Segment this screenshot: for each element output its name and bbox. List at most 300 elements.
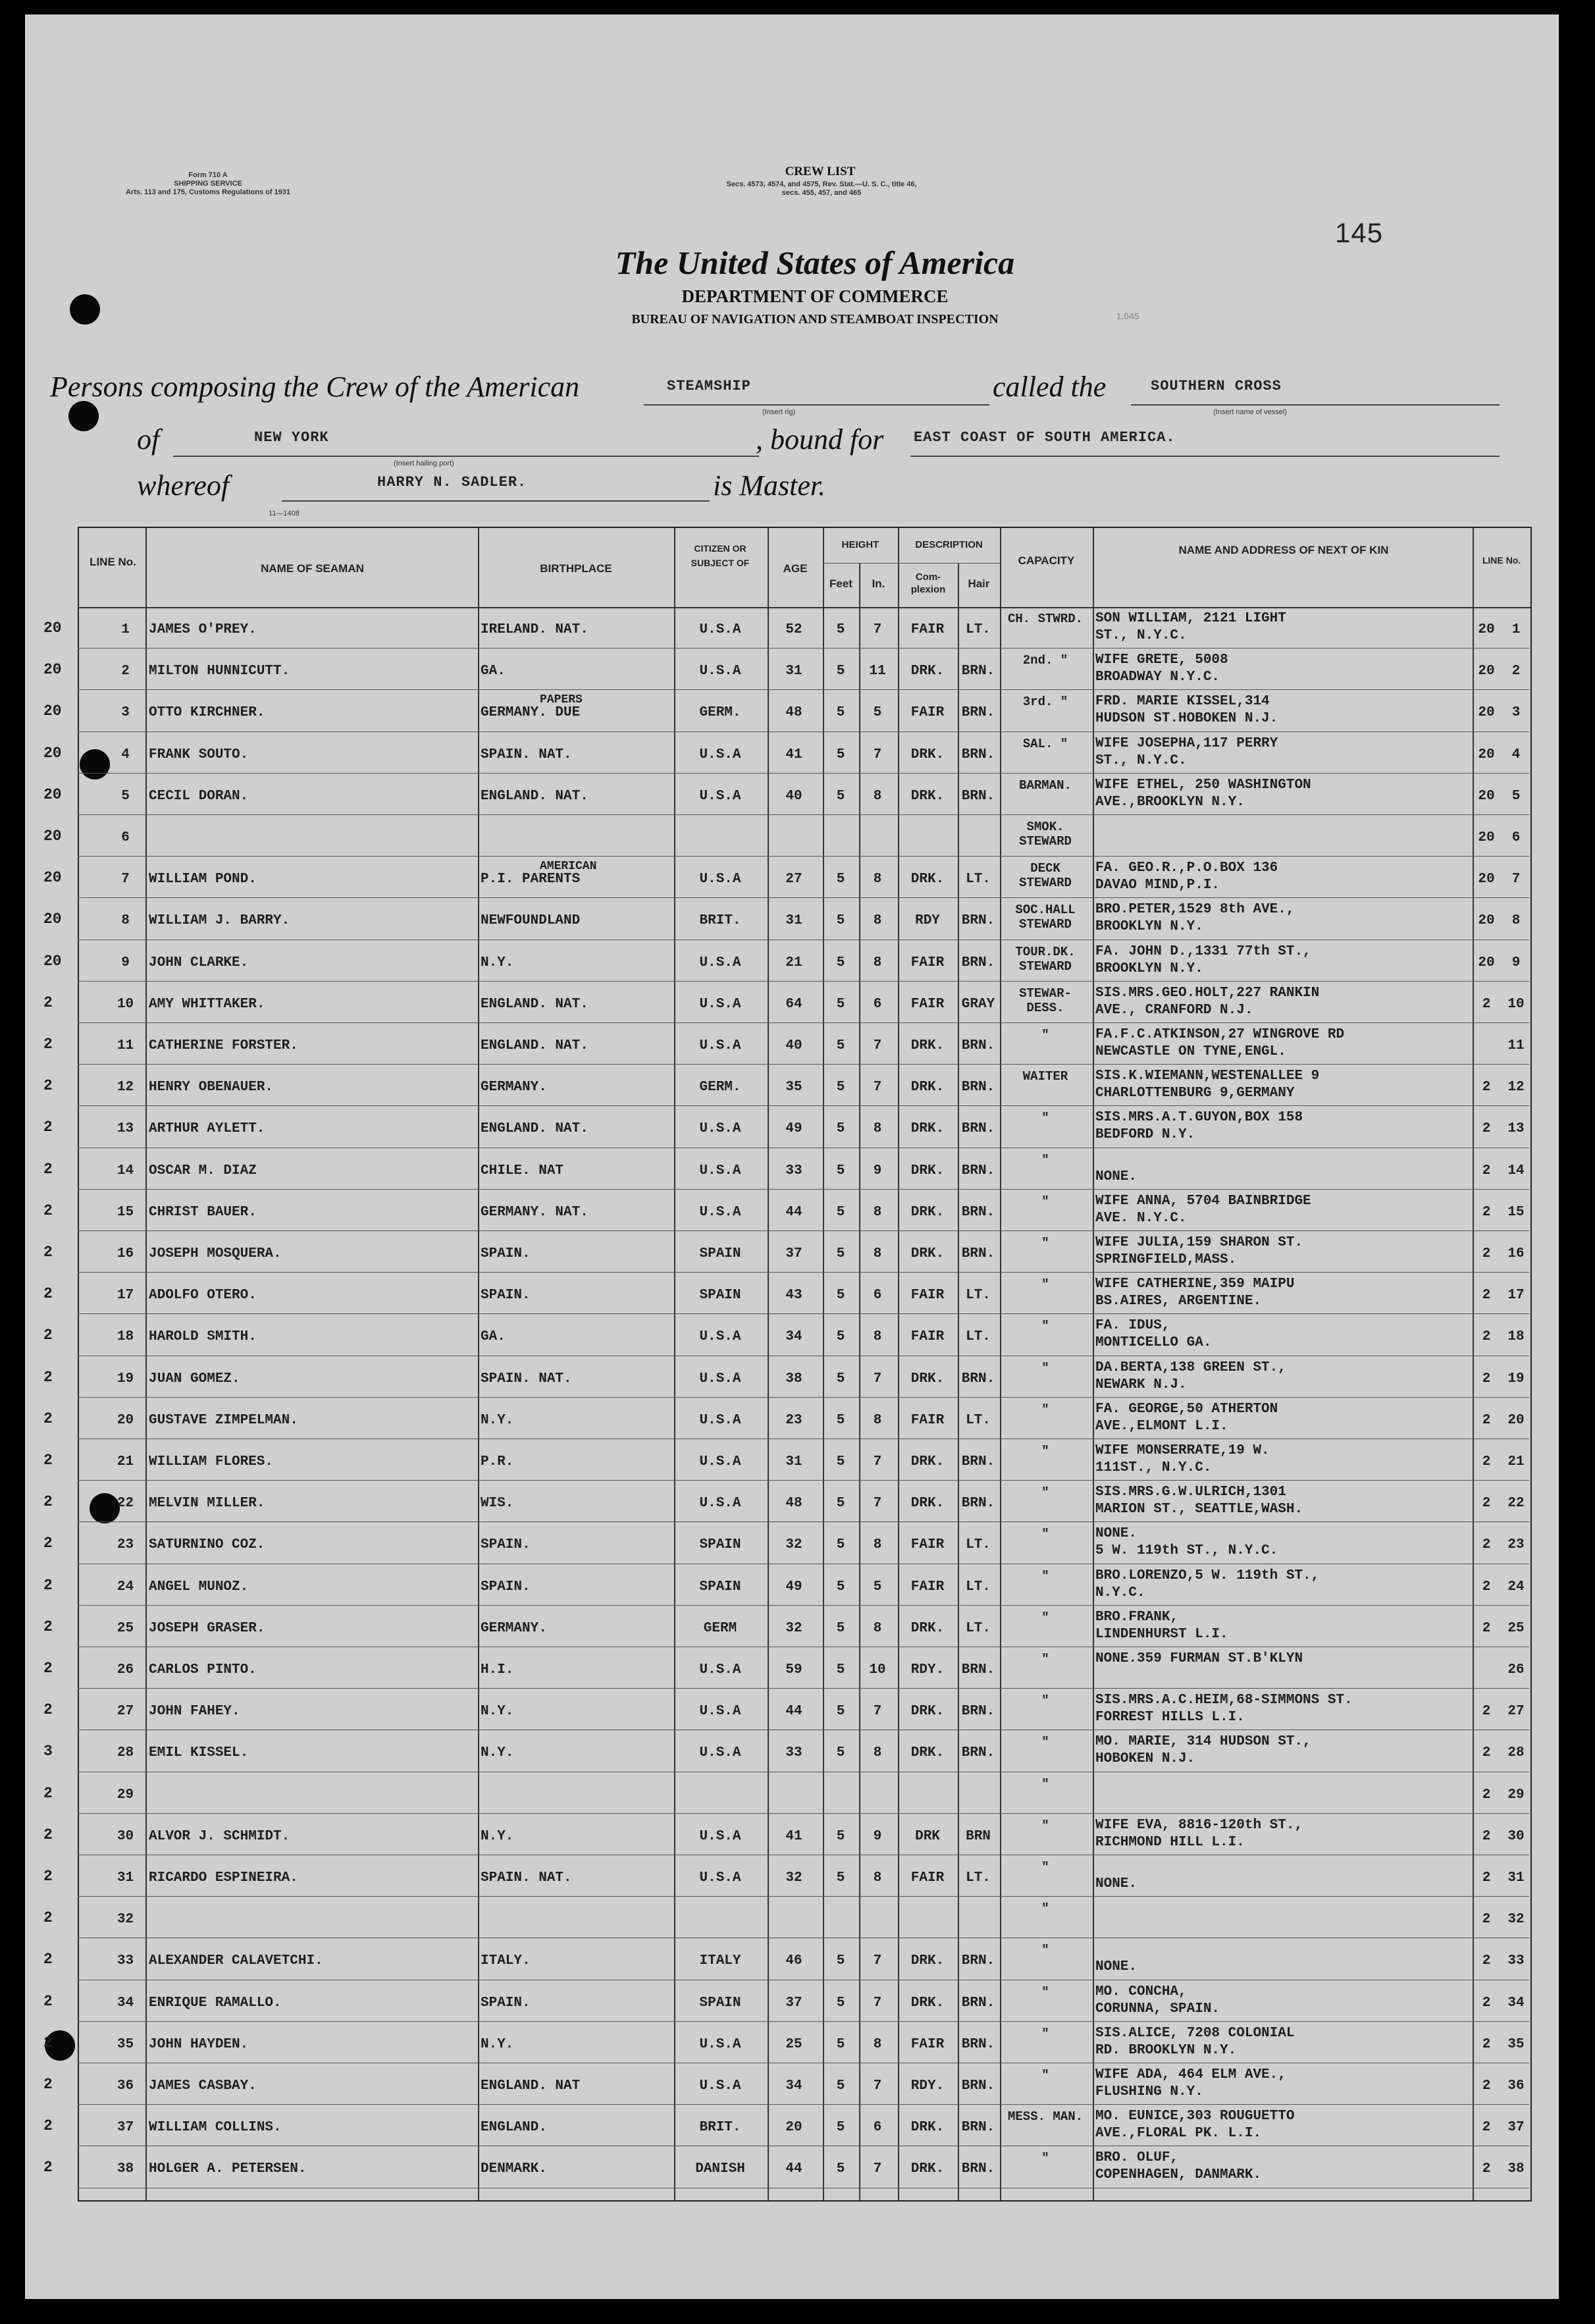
- line-number-right: 27: [1507, 1704, 1525, 1720]
- birthplace: GA.: [481, 664, 506, 679]
- height-inches: 8: [873, 1412, 882, 1428]
- height-inches: 7: [873, 1953, 882, 1969]
- next-of-kin-line2: SPRINGFIELD,MASS.: [1095, 1252, 1237, 1267]
- hair: BRN.: [961, 2120, 995, 2136]
- height-inches: 9: [873, 1828, 882, 1844]
- seaman-name: MILTON HUNNICUTT.: [149, 664, 290, 679]
- next-of-kin-line2: ST., N.Y.C.: [1095, 628, 1187, 643]
- margin-mark: 2: [43, 1868, 53, 1885]
- line-number-right: 12: [1507, 1080, 1525, 1096]
- margin-mark: 2: [43, 1410, 53, 1427]
- complexion: DRK.: [910, 2161, 945, 2177]
- height-feet: 5: [836, 1704, 845, 1720]
- citizenship: U.S.A: [699, 1454, 741, 1469]
- hair: BRN.: [961, 1080, 995, 1096]
- margin-mark: 2: [43, 2034, 53, 2051]
- punch-hole: [70, 294, 100, 325]
- hair: BRN.: [961, 1662, 995, 1677]
- next-of-kin-line2: HOBOKEN N.J.: [1095, 1751, 1195, 1767]
- hair: BRN.: [961, 1953, 995, 1969]
- citizenship: BRIT.: [699, 2120, 741, 2136]
- margin-mark-right: 2: [1482, 1329, 1491, 1345]
- citizenship: U.S.A: [699, 1412, 741, 1428]
- row-divider: [78, 1022, 1529, 1023]
- line-number-right: 18: [1507, 1329, 1525, 1345]
- height-inches: 7: [873, 622, 882, 637]
- margin-mark-right: 2: [1482, 1163, 1491, 1178]
- line-number: 13: [117, 1121, 134, 1137]
- age: 21: [785, 955, 802, 970]
- line-number-right: 31: [1507, 1870, 1525, 1886]
- row-divider: [78, 897, 1529, 898]
- next-of-kin-line1: WIFE ADA, 464 ELM AVE.,: [1095, 2067, 1286, 2082]
- complexion: DRK.: [910, 1080, 945, 1096]
- next-of-kin-line2: BS.AIRES, ARGENTINE.: [1095, 1294, 1262, 1309]
- margin-mark: 2: [43, 1327, 53, 1344]
- row-divider: [78, 1688, 1529, 1689]
- citizenship: U.S.A: [699, 1662, 741, 1677]
- line-number-right: 13: [1507, 1121, 1525, 1137]
- margin-mark: 20: [43, 952, 62, 970]
- capacity: 3rd. ": [1022, 695, 1068, 710]
- margin-mark: 2: [43, 1160, 53, 1178]
- line-number: 3: [121, 705, 130, 721]
- capacity: ": [1041, 1236, 1049, 1250]
- line-number-right: 24: [1507, 1579, 1525, 1595]
- line-number: 32: [117, 1912, 134, 1928]
- citizenship: U.S.A: [699, 1371, 741, 1386]
- line-number: 9: [121, 955, 130, 970]
- line-number: 24: [117, 1579, 134, 1595]
- seaman-name: ADOLFO OTERO.: [149, 1288, 257, 1304]
- vessel-caption: (Insert name of vessel): [1213, 408, 1287, 416]
- capacity: BARMAN.: [1019, 778, 1072, 793]
- next-of-kin-line1: BRO.LORENZO,5 W. 119th ST.,: [1095, 1568, 1320, 1583]
- margin-mark: 2: [43, 1493, 53, 1511]
- height-feet: 5: [836, 1371, 845, 1386]
- hair: LT.: [966, 1288, 991, 1304]
- line-number: 16: [117, 1246, 134, 1261]
- height-feet: 5: [836, 1246, 845, 1261]
- hair: LT.: [966, 1579, 991, 1595]
- next-of-kin-line2: BEDFORD N.Y.: [1095, 1127, 1195, 1143]
- margin-mark-right: 20: [1478, 622, 1495, 637]
- next-of-kin-line2: AVE. N.Y.C.: [1095, 1210, 1187, 1226]
- citizenship: GERM.: [699, 705, 741, 721]
- seaman-name: EMIL KISSEL.: [149, 1745, 249, 1761]
- department-title: DEPARTMENT OF COMMERCE: [681, 286, 949, 306]
- height-inches: 8: [873, 913, 882, 929]
- line-number: 38: [117, 2161, 134, 2177]
- row-divider: [78, 773, 1529, 774]
- age: 31: [785, 1454, 802, 1469]
- capacity: ": [1041, 1652, 1049, 1666]
- line-number-right: 17: [1507, 1288, 1525, 1304]
- next-of-kin-line1: FA.F.C.ATKINSON,27 WINGROVE RD: [1095, 1027, 1345, 1042]
- age: 49: [785, 1121, 802, 1137]
- age: 41: [785, 747, 802, 762]
- complexion: DRK.: [910, 747, 945, 762]
- age: 49: [785, 1579, 802, 1595]
- age: 48: [785, 1496, 802, 1512]
- citizenship: GERM: [703, 1620, 737, 1636]
- persons-label: Persons composing the Crew of the American: [50, 371, 580, 403]
- birthplace: H.I.: [481, 1662, 514, 1677]
- next-of-kin-line2: AVE.,FLORAL PK. L.I.: [1095, 2126, 1262, 2142]
- complexion: DRK.: [910, 1246, 945, 1261]
- next-of-kin-line1: SIS.MRS.GEO.HOLT,227 RANKIN: [1095, 985, 1320, 1001]
- line-number-right: 3: [1511, 705, 1521, 721]
- line-number: 12: [117, 1080, 134, 1096]
- birthplace: ENGLAND. NAT.: [481, 1121, 588, 1137]
- rig-caption: (Insert rig): [762, 408, 796, 416]
- citizenship: SPAIN: [699, 1288, 741, 1304]
- hair: BRN.: [961, 1454, 995, 1469]
- birthplace: ENGLAND. NAT.: [481, 788, 588, 804]
- capacity: ": [1041, 1319, 1049, 1334]
- age: 23: [785, 1412, 802, 1428]
- line-number-right: 4: [1511, 747, 1521, 762]
- height-inches: 8: [873, 2036, 882, 2052]
- height-inches: 7: [873, 1995, 882, 2011]
- line-number: 31: [117, 1870, 134, 1886]
- vessel-line: [1131, 404, 1500, 406]
- line-number: 25: [117, 1620, 134, 1636]
- complexion: DRK.: [910, 1953, 945, 1969]
- citizenship: U.S.A: [699, 1704, 741, 1720]
- height-feet: 5: [836, 1662, 845, 1677]
- next-of-kin-line1: WIFE ANNA, 5704 BAINBRIDGE: [1095, 1193, 1311, 1209]
- next-of-kin-line2: NEWARK N.J.: [1095, 1377, 1187, 1392]
- margin-mark-right: 2: [1482, 2161, 1491, 2177]
- line-number: 2: [121, 664, 130, 679]
- age: 33: [785, 1163, 802, 1178]
- birthplace: GERMANY. DUE: [481, 705, 581, 721]
- age: 46: [785, 1953, 802, 1969]
- seaman-name: JAMES O'PREY.: [149, 622, 257, 637]
- destination-line: [910, 456, 1500, 457]
- statute-line-2: secs. 455, 457, and 465: [781, 189, 862, 197]
- capacity: STEWAR- DESS.: [1019, 986, 1072, 1015]
- hair: BRN.: [961, 788, 995, 804]
- capacity: ": [1041, 1776, 1049, 1791]
- col-next-of-kin: NAME AND ADDRESS OF NEXT OF KIN: [1178, 544, 1389, 556]
- line-number: 18: [117, 1329, 134, 1345]
- next-of-kin-line1: WIFE JULIA,159 SHARON ST.: [1095, 1235, 1303, 1250]
- hair: BRN.: [961, 1038, 995, 1053]
- margin-mark: 2: [43, 1244, 53, 1261]
- margin-mark-right: 2: [1482, 996, 1491, 1012]
- citizenship: U.S.A: [699, 788, 741, 804]
- next-of-kin-line1: BRO.FRANK,: [1095, 1609, 1179, 1625]
- next-of-kin-line2: NONE.: [1095, 1876, 1137, 1891]
- port-value: NEW YORK: [254, 429, 329, 446]
- margin-mark-right: 2: [1482, 1787, 1491, 1803]
- birthplace: IRELAND. NAT.: [481, 622, 588, 637]
- complexion: DRK.: [910, 1371, 945, 1386]
- row-divider: [78, 1230, 1529, 1231]
- line-number-right: 30: [1507, 1828, 1525, 1844]
- age: 38: [785, 1371, 802, 1386]
- citizenship: SPAIN: [699, 1579, 741, 1595]
- height-inches: 8: [873, 1329, 882, 1345]
- citizenship: GERM.: [699, 1080, 741, 1096]
- birthplace: ENGLAND.: [481, 2120, 547, 2136]
- line-number-right: 16: [1507, 1246, 1525, 1261]
- capacity: TOUR.DK. STEWARD: [1015, 944, 1076, 974]
- seaman-name: JUAN GOMEZ.: [149, 1371, 240, 1386]
- row-divider: [78, 981, 1529, 982]
- hair: BRN.: [961, 1704, 995, 1720]
- height-feet: 5: [836, 1454, 845, 1469]
- height-inches: 8: [873, 1246, 882, 1261]
- seaman-name: FRANK SOUTO.: [149, 747, 249, 762]
- master-label: is Master.: [713, 469, 826, 502]
- margin-mark: 2: [43, 1368, 53, 1386]
- line-number-right: 20: [1507, 1412, 1525, 1428]
- height-inches: 7: [873, 1704, 882, 1720]
- row-divider: [78, 1896, 1529, 1897]
- height-feet: 5: [836, 996, 845, 1012]
- capacity: ": [1041, 1360, 1049, 1375]
- next-of-kin-line2: BROOKLYN N.Y.: [1095, 961, 1203, 976]
- line-number-right: 6: [1511, 830, 1521, 845]
- height-inches: 7: [873, 1454, 882, 1469]
- col-citizen: CITIZEN OR SUBJECT OF: [691, 543, 750, 568]
- capacity: ": [1041, 1444, 1049, 1458]
- age: 44: [785, 2161, 802, 2177]
- row-divider: [78, 1605, 1529, 1606]
- col-feet: Feet: [829, 577, 852, 590]
- complexion: FAIR: [910, 1870, 945, 1886]
- master-value: HARRY N. SADLER.: [377, 474, 527, 490]
- next-of-kin-line2: RD. BROOKLYN N.Y.: [1095, 2042, 1237, 2058]
- age: 40: [785, 1038, 802, 1053]
- margin-mark-right: 2: [1482, 2078, 1491, 2094]
- age: 37: [785, 1995, 802, 2011]
- capacity: ": [1041, 1943, 1049, 1958]
- age: 44: [785, 1704, 802, 1720]
- line-number: 1: [121, 622, 130, 637]
- seaman-name: ALVOR J. SCHMIDT.: [149, 1828, 290, 1844]
- capacity: WAITER: [1022, 1069, 1068, 1084]
- complexion: FAIR: [910, 1537, 945, 1553]
- crew-list-title: CREW LIST: [785, 165, 856, 178]
- height-inches: 7: [873, 1080, 882, 1096]
- line-number-right: 33: [1507, 1953, 1525, 1969]
- birthplace: N.Y.: [481, 1704, 514, 1720]
- line-number-right: 5: [1511, 788, 1521, 804]
- age: 33: [785, 1745, 802, 1761]
- line-number: 37: [117, 2120, 134, 2136]
- height-inches: 7: [873, 747, 882, 762]
- line-number-right: 8: [1511, 913, 1521, 929]
- birthplace: N.Y.: [481, 2036, 514, 2052]
- next-of-kin-line1: BRO.PETER,1529 8th AVE.,: [1095, 902, 1295, 918]
- citizenship: SPAIN: [699, 1537, 741, 1553]
- height-feet: 5: [836, 1412, 845, 1428]
- citizenship: U.S.A: [699, 2078, 741, 2094]
- statute-line-1: Secs. 4573, 4574, and 4575, Rev. Stat.—U. S. C., title 46,: [726, 180, 917, 188]
- row-divider: [78, 1105, 1529, 1106]
- height-inches: 7: [873, 1496, 882, 1512]
- margin-mark: 2: [43, 1951, 53, 1968]
- next-of-kin-line1: FRD. MARIE KISSEL,314: [1095, 694, 1270, 710]
- margin-mark: 2: [43, 2076, 53, 2093]
- line-number: 35: [117, 2036, 134, 2052]
- height-inches: 6: [873, 996, 882, 1012]
- next-of-kin-line1: SIS.MRS.A.T.GUYON,BOX 158: [1095, 1110, 1303, 1126]
- height-feet: 5: [836, 705, 845, 721]
- margin-mark-right: 2: [1482, 1870, 1491, 1886]
- next-of-kin-line1: MO. EUNICE,303 ROUGUETTO: [1095, 2109, 1295, 2125]
- next-of-kin-line1: SIS.MRS.G.W.ULRICH,1301: [1095, 1485, 1286, 1500]
- complexion: DRK.: [910, 1620, 945, 1636]
- line-number-right: 15: [1507, 1204, 1525, 1220]
- margin-mark-right: 2: [1482, 1620, 1491, 1636]
- line-number-right: 37: [1507, 2120, 1525, 2136]
- birthplace: GA.: [481, 1329, 506, 1345]
- margin-mark-right: 20: [1478, 747, 1495, 762]
- next-of-kin-line2: LINDENHURST L.I.: [1095, 1626, 1228, 1642]
- height-feet: 5: [836, 2078, 845, 2094]
- citizenship: U.S.A: [699, 2036, 741, 2052]
- print-code: 11—1408: [269, 510, 300, 517]
- age: 59: [785, 1662, 802, 1677]
- citizenship: U.S.A: [699, 622, 741, 637]
- margin-mark: 2: [43, 1119, 53, 1136]
- next-of-kin-line1: FA. GEORGE,50 ATHERTON: [1095, 1401, 1278, 1417]
- next-of-kin-line2: NONE.: [1095, 1959, 1137, 1975]
- row-divider: [78, 2021, 1529, 2022]
- citizenship: U.S.A: [699, 747, 741, 762]
- margin-mark: 2: [43, 1660, 53, 1677]
- next-of-kin-line1: BRO. OLUF,: [1095, 2150, 1179, 2166]
- margin-mark: 2: [43, 993, 53, 1011]
- row-divider: [78, 1189, 1529, 1190]
- row-divider: [78, 1272, 1529, 1273]
- capacity: ": [1041, 1610, 1049, 1625]
- seaman-name: CARLOS PINTO.: [149, 1662, 257, 1677]
- next-of-kin-line2: FORREST HILLS L.I.: [1095, 1710, 1245, 1726]
- margin-mark-right: 2: [1482, 2036, 1491, 2052]
- height-inches: 9: [873, 1163, 882, 1178]
- line-number: 14: [117, 1163, 134, 1178]
- complexion: FAIR: [910, 996, 945, 1012]
- citizenship: U.S.A: [699, 955, 741, 970]
- seaman-name: WILLIAM J. BARRY.: [149, 913, 290, 929]
- capacity: ": [1041, 1111, 1049, 1126]
- citizenship: U.S.A: [699, 664, 741, 679]
- hair: BRN.: [961, 2078, 995, 2094]
- seaman-name: MELVIN MILLER.: [149, 1496, 265, 1512]
- height-inches: 6: [873, 1288, 882, 1304]
- line-number-right: 21: [1507, 1454, 1525, 1469]
- hair: BRN.: [961, 1496, 995, 1512]
- line-number: 8: [121, 913, 130, 929]
- hair: BRN.: [961, 1745, 995, 1761]
- margin-mark-right: 2: [1482, 1371, 1491, 1386]
- line-number: 15: [117, 1204, 134, 1220]
- line-number-right: 1: [1511, 622, 1521, 637]
- height-inches: 8: [873, 1204, 882, 1220]
- seaman-name: JOSEPH GRASER.: [149, 1620, 265, 1636]
- line-number: 27: [117, 1704, 134, 1720]
- seaman-name: AMY WHITTAKER.: [149, 996, 265, 1012]
- birthplace: N.Y.: [481, 1412, 514, 1428]
- citizenship: U.S.A: [699, 872, 741, 887]
- seaman-name: JOSEPH MOSQUERA.: [149, 1246, 282, 1261]
- next-of-kin-line2: 5 W. 119th ST., N.Y.C.: [1095, 1543, 1278, 1559]
- margin-mark: 2: [43, 1285, 53, 1303]
- margin-mark: 20: [43, 785, 62, 803]
- seaman-name: CHRIST BAUER.: [149, 1204, 257, 1220]
- height-inches: 7: [873, 1371, 882, 1386]
- row-divider: [78, 1064, 1529, 1065]
- next-of-kin-line1: WIFE CATHERINE,359 MAIPU: [1095, 1277, 1295, 1292]
- capacity: ": [1041, 1028, 1049, 1042]
- age: 48: [785, 705, 802, 721]
- height-feet: 5: [836, 1080, 845, 1096]
- line-number: 28: [117, 1745, 134, 1761]
- capacity: ": [1041, 1568, 1049, 1583]
- age: 32: [785, 1620, 802, 1636]
- citizenship: U.S.A: [699, 1870, 741, 1886]
- age: 27: [785, 872, 802, 887]
- age: 40: [785, 788, 802, 804]
- next-of-kin-line1: WIFE MONSERRATE,19 W.: [1095, 1443, 1270, 1458]
- margin-mark: 2: [43, 1784, 53, 1802]
- hair: LT.: [966, 1412, 991, 1428]
- capacity: ": [1041, 1402, 1049, 1417]
- capacity: ": [1041, 2026, 1049, 2041]
- next-of-kin-line2: CHARLOTTENBURG 9,GERMANY: [1095, 1086, 1295, 1101]
- margin-mark-right: 2: [1482, 1704, 1491, 1720]
- age: 25: [785, 2036, 802, 2052]
- citizenship: SPAIN: [699, 1246, 741, 1261]
- height-inches: 5: [873, 705, 882, 721]
- seaman-name: JOHN CLARKE.: [149, 955, 249, 970]
- height-inches: 8: [873, 788, 882, 804]
- line-number: 4: [121, 747, 130, 762]
- citizenship: U.S.A: [699, 1496, 741, 1512]
- margin-mark: 2: [43, 1826, 53, 1843]
- col-inches: In.: [872, 577, 885, 590]
- birthplace: SPAIN. NAT.: [481, 747, 572, 762]
- seaman-name: JOHN HAYDEN.: [149, 2036, 249, 2052]
- complexion: FAIR: [910, 705, 945, 721]
- height-feet: 5: [836, 1828, 845, 1844]
- capacity: ": [1041, 2151, 1049, 2166]
- vessel-value: SOUTHERN CROSS: [1151, 378, 1282, 394]
- height-feet: 5: [836, 1038, 845, 1053]
- next-of-kin-line2: RICHMOND HILL L.I.: [1095, 1834, 1245, 1850]
- row-divider: [78, 856, 1529, 857]
- complexion: FAIR: [910, 1412, 945, 1428]
- whereof-label: whereof: [137, 469, 230, 502]
- capacity: ": [1041, 1194, 1049, 1209]
- next-of-kin-line1: WIFE EVA, 8816-120th ST.,: [1095, 1817, 1303, 1833]
- capacity: DECK STEWARD: [1019, 861, 1072, 891]
- next-of-kin-line1: SIS.K.WIEMANN,WESTENALLEE 9: [1095, 1069, 1320, 1084]
- seaman-name: CATHERINE FORSTER.: [149, 1038, 298, 1053]
- hair: LT.: [966, 1537, 991, 1553]
- margin-mark-right: 20: [1478, 913, 1495, 929]
- age: 20: [785, 2120, 802, 2136]
- height-feet: 5: [836, 1870, 845, 1886]
- port-caption: (Insert hailing port): [394, 460, 454, 467]
- next-of-kin-line1: SIS.MRS.A.C.HEIM,68-SIMMONS ST.: [1095, 1693, 1353, 1708]
